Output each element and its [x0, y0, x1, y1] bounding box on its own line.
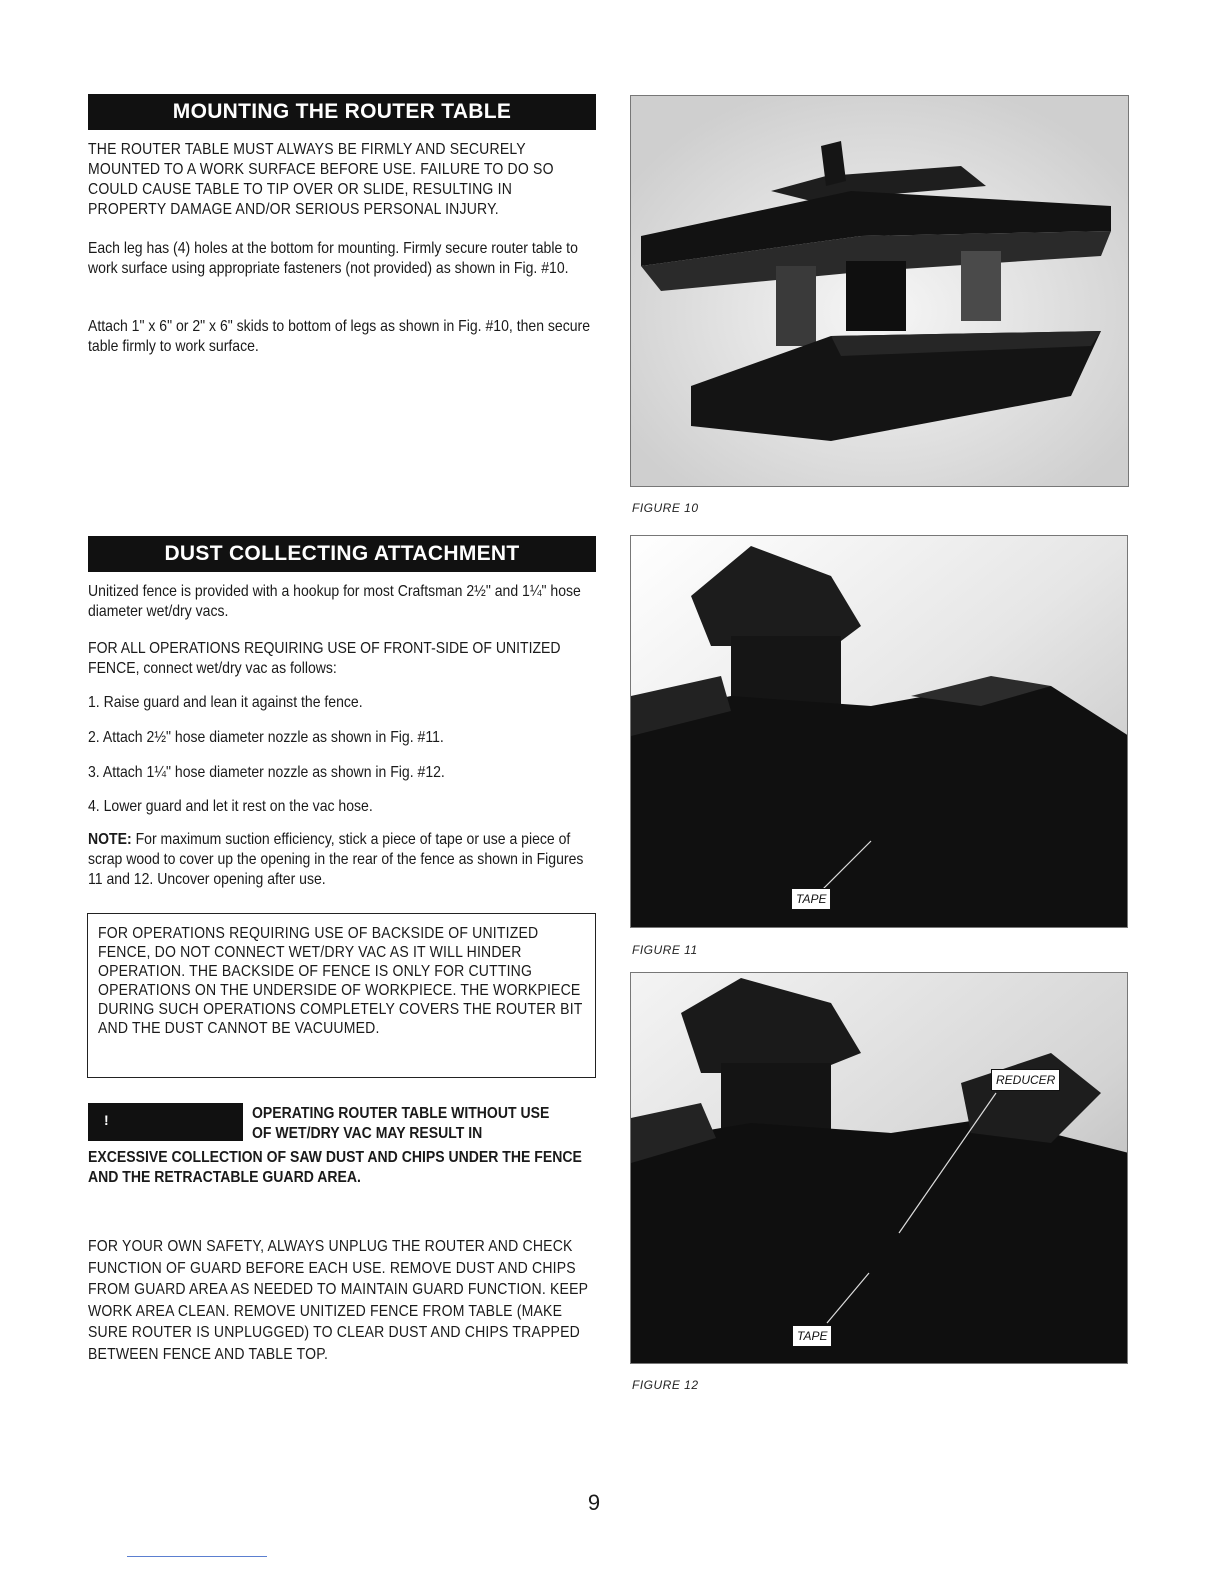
page-number: 9 [587, 1490, 601, 1515]
figure-11-photo [630, 535, 1128, 928]
warning-line-2: OF WET/DRY VAC MAY RESULT IN [252, 1125, 483, 1142]
dust-step-4: 4. Lower guard and let it rest on the vac hose. [88, 798, 373, 815]
warning-continuation: EXCESSIVE COLLECTION OF SAW DUST AND CHIPS UNDER THE FENCE AND THE RETRACTABLE GUARD AREA. [88, 1149, 582, 1186]
figure-11-caption: FIGURE 11 [632, 943, 698, 957]
fence-with-hose-illustration [631, 536, 1128, 928]
note-label: NOTE: [88, 831, 132, 848]
bottom-rule [127, 1556, 267, 1557]
backside-notice-text: FOR OPERATIONS REQUIRING USE OF BACKSIDE OF UNITIZED FENCE, DO NOT CONNECT WET/DRY VAC AS IT WILL HINDER OPERATION. THE BACKSIDE OF FENCE IS ONLY FOR CUTTING OPERATIONS ON THE UNDERSIDE OF WORKPIECE. THE WORKPIECE DURING SUCH OPERATIONS COMPLETELY COVERS THE ROUTER BIT AND THE DUST CANNOT BE VACUUMED. [98, 925, 583, 1037]
dust-step-2: 2. Attach 2½" hose diameter nozzle as shown in Fig. #11. [88, 729, 444, 746]
figure-11-tape-label: TAPE [791, 888, 831, 910]
dust-note [88, 830, 592, 890]
router-table-illustration [631, 96, 1129, 487]
backside-notice-box [87, 913, 596, 1078]
figure-12-reducer-label: REDUCER [991, 1069, 1060, 1091]
figure-12-photo [630, 972, 1128, 1364]
dust-front-side-instructions: FOR ALL OPERATIONS REQUIRING USE OF FRONT-SIDE OF UNITIZED FENCE, connect wet/dry vac as follows: [88, 640, 561, 677]
dust-step-3: 3. Attach 1¼" hose diameter nozzle as shown in Fig. #12. [88, 764, 445, 781]
mounting-section-header: MOUNTING THE ROUTER TABLE [88, 94, 596, 130]
dust-section-header: DUST COLLECTING ATTACHMENT [88, 536, 596, 572]
mounting-warning: THE ROUTER TABLE MUST ALWAYS BE FIRMLY AND SECURELY MOUNTED TO A WORK SURFACE BEFORE USE. FAILURE TO DO SO COULD CAUSE TABLE TO TIP OVER OR SLIDE, RESULTING IN PROPERTY DAMAGE AND/OR SERIOUS PERSONAL INJURY. [88, 141, 554, 218]
figure-10-caption: FIGURE 10 [632, 501, 699, 515]
warning-badge: ! [88, 1103, 243, 1141]
mounting-paragraph-holes: Each leg has (4) holes at the bottom for mounting. Firmly secure router table to work surface using appropriate fasteners (not provided) as shown in Fig. #10. [88, 240, 578, 277]
figure-12-tape-label: TAPE [792, 1325, 832, 1347]
note-text: For maximum suction efficiency, stick a piece of tape or use a piece of scrap wood to cover up the opening in the rear of the fence as shown in Figures 11 and 12. Uncover opening after use. [88, 831, 584, 888]
dust-step-1: 1. Raise guard and lean it against the fence. [88, 694, 363, 711]
figure-12-caption: FIGURE 12 [632, 1378, 699, 1392]
dust-intro: Unitized fence is provided with a hookup for most Craftsman 2½" and 1¼" hose diameter wet/dry vacs. [88, 583, 581, 620]
warning-line-1: OPERATING ROUTER TABLE WITHOUT USE [252, 1105, 550, 1122]
fence-with-reducer-illustration [631, 973, 1128, 1364]
mounting-paragraph-skids: Attach 1" x 6" or 2" x 6" skids to bottom of legs as shown in Fig. #10, then secure table firmly to work surface. [88, 318, 591, 355]
safety-paragraph: FOR YOUR OWN SAFETY, ALWAYS UNPLUG THE ROUTER AND CHECK FUNCTION OF GUARD BEFORE EACH USE. REMOVE DUST AND CHIPS FROM GUARD AREA AS NEEDED TO MAINTAIN GUARD FUNCTION. KEEP WORK AREA CLEAN. REMOVE UNITIZED FENCE FROM TABLE (MAKE SURE ROUTER IS UNPLUGGED) TO CLEAR DUST AND CHIPS TRAPPED BETWEEN FENCE AND TABLE TOP. [88, 1238, 588, 1363]
figure-10-photo [630, 95, 1129, 487]
